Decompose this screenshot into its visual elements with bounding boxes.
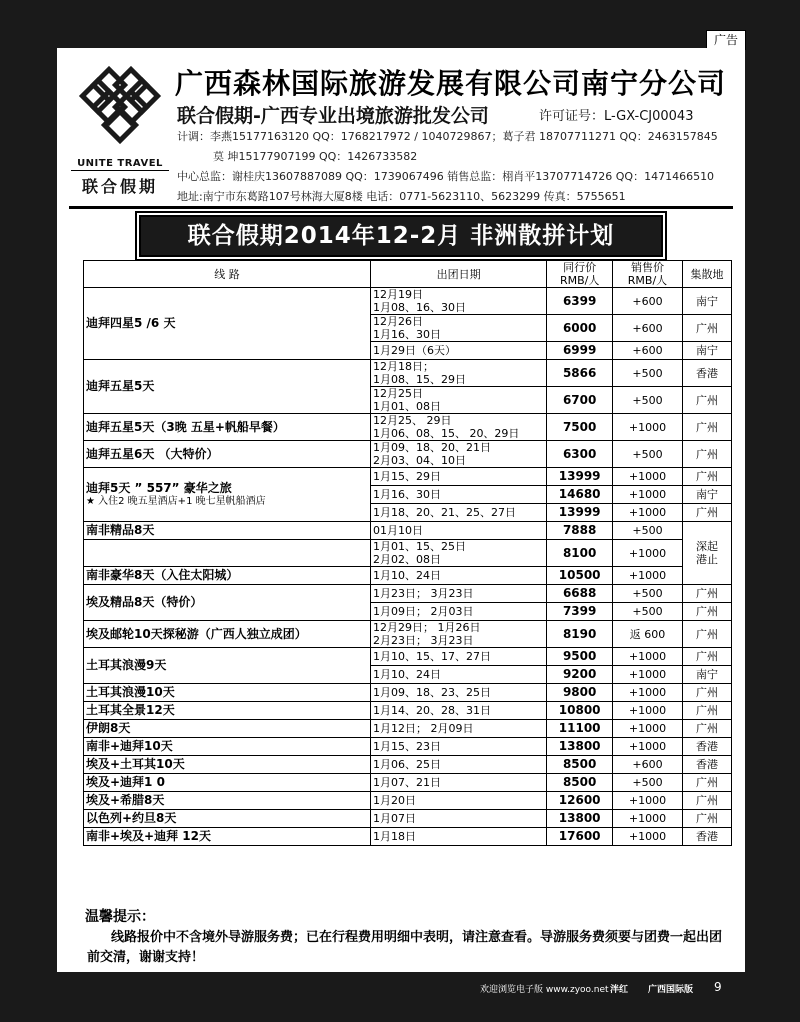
sale-price-cell: +1000 bbox=[613, 414, 683, 441]
peer-price-cell: 8190 bbox=[547, 621, 613, 648]
gather-city-cell: 广州 bbox=[682, 621, 731, 648]
route-cell: 土耳其浪漫10天 bbox=[84, 684, 371, 702]
page-number: 9 bbox=[714, 980, 722, 994]
sale-price-cell: +1000 bbox=[613, 702, 683, 720]
gather-city-cell: 南宁 bbox=[682, 342, 731, 360]
peer-price-cell: 8100 bbox=[547, 540, 613, 567]
date-cell: 1月15、29日 bbox=[370, 468, 546, 486]
header-divider bbox=[69, 206, 733, 209]
sale-price-cell: +1000 bbox=[613, 648, 683, 666]
ad-page bbox=[57, 48, 745, 972]
table-row bbox=[84, 522, 732, 540]
sale-price-cell: +500 bbox=[613, 441, 683, 468]
table-row bbox=[84, 702, 732, 720]
gather-city-cell: 广州 bbox=[682, 387, 731, 414]
sale-price-cell: +500 bbox=[613, 774, 683, 792]
gather-city-cell: 广州 bbox=[682, 684, 731, 702]
sale-price-cell: +500 bbox=[613, 585, 683, 603]
sale-price-cell: +1000 bbox=[613, 810, 683, 828]
date-cell: 12月25日 1月01、08日 bbox=[370, 387, 546, 414]
sale-price-cell: +600 bbox=[613, 342, 683, 360]
sale-price-cell: +1000 bbox=[613, 720, 683, 738]
route-cell: 埃及+迪拜1 0 bbox=[84, 774, 371, 792]
sale-price-cell: +1000 bbox=[613, 540, 683, 567]
gather-city-cell: 南宁 bbox=[682, 666, 731, 684]
footer-brand: 泮红 bbox=[610, 985, 629, 995]
route-cell: 南非精品8天 bbox=[84, 522, 371, 540]
route-cell: 埃及+土耳其10天 bbox=[84, 756, 371, 774]
sale-price-cell: +1000 bbox=[613, 468, 683, 486]
date-cell: 1月29日（6天） bbox=[370, 342, 546, 360]
date-cell: 12月19日 1月08、16、30日 bbox=[370, 288, 546, 315]
table-row bbox=[84, 792, 732, 810]
table-row bbox=[84, 684, 732, 702]
peer-price-cell: 6999 bbox=[547, 342, 613, 360]
peer-price-cell: 14680 bbox=[547, 486, 613, 504]
gather-city-cell: 广州 bbox=[682, 603, 731, 621]
sale-price-cell: +500 bbox=[613, 522, 683, 540]
tips-body: 线路报价中不含境外导游服务费；已在行程费用明细中表明，请注意查看。导游服务费须要与团费一起出团前交清，谢谢支持！ bbox=[87, 930, 723, 965]
route-cell: 南非+迪拜10天 bbox=[84, 738, 371, 756]
gather-city-cell: 广州 bbox=[682, 774, 731, 792]
header-peer-price: 同行价 RMB/人 bbox=[547, 261, 613, 288]
peer-price-cell: 5866 bbox=[547, 360, 613, 387]
sale-price-cell: +1000 bbox=[613, 792, 683, 810]
company-logo bbox=[65, 66, 175, 216]
peer-price-cell: 13999 bbox=[547, 504, 613, 522]
route-cell: 埃及精品8天（特价） bbox=[84, 585, 371, 621]
gather-city-cell: 广州 bbox=[682, 792, 731, 810]
date-cell: 1月07、21日 bbox=[370, 774, 546, 792]
route-cell: 埃及邮轮10天探秘游（广西人独立成团） bbox=[84, 621, 371, 648]
date-cell: 1月20日 bbox=[370, 792, 546, 810]
table-row bbox=[84, 738, 732, 756]
table-row bbox=[84, 567, 732, 585]
gather-city-cell: 广州 bbox=[682, 648, 731, 666]
date-cell: 1月10、24日 bbox=[370, 567, 546, 585]
table-row bbox=[84, 414, 732, 441]
header-gather-city: 集散地 bbox=[682, 261, 731, 288]
route-cell: 迪拜四星5 /6 天 bbox=[84, 288, 371, 360]
date-cell: 1月18日 bbox=[370, 828, 546, 846]
sale-price-cell: +500 bbox=[613, 387, 683, 414]
gather-city-cell: 香港 bbox=[682, 828, 731, 846]
peer-price-cell: 13800 bbox=[547, 738, 613, 756]
route-cell: 伊朗8天 bbox=[84, 720, 371, 738]
peer-price-cell: 8500 bbox=[547, 756, 613, 774]
peer-price-cell: 11100 bbox=[547, 720, 613, 738]
table-row bbox=[84, 828, 732, 846]
table-row bbox=[84, 360, 732, 387]
footer-site: 欢迎浏览电子版 www.zyoo.net bbox=[480, 985, 609, 995]
peer-price-cell: 6700 bbox=[547, 387, 613, 414]
date-cell: 1月09、18、23、25日 bbox=[370, 684, 546, 702]
ad-tag: 广告 bbox=[706, 30, 746, 50]
gather-city-cell: 香港 bbox=[682, 756, 731, 774]
gather-city-cell: 广州 bbox=[682, 414, 731, 441]
date-cell: 01月10日 bbox=[370, 522, 546, 540]
route-cell: 埃及+希腊8天 bbox=[84, 792, 371, 810]
date-cell: 1月14、20、28、31日 bbox=[370, 702, 546, 720]
route-cell: 以色列+约旦8天 bbox=[84, 810, 371, 828]
tips-title: 温馨提示： bbox=[85, 909, 155, 925]
gather-city-cell: 广州 bbox=[682, 504, 731, 522]
sale-price-cell: +500 bbox=[613, 360, 683, 387]
peer-price-cell: 7500 bbox=[547, 414, 613, 441]
peer-price-cell: 9800 bbox=[547, 684, 613, 702]
peer-price-cell: 8500 bbox=[547, 774, 613, 792]
route-cell: 迪拜五星5天 bbox=[84, 360, 371, 414]
gather-city-cell: 广州 bbox=[682, 315, 731, 342]
company-name: 广西森林国际旅游发展有限公司南宁分公司 bbox=[175, 67, 727, 100]
peer-price-cell: 12600 bbox=[547, 792, 613, 810]
sale-price-cell: +1000 bbox=[613, 666, 683, 684]
table-header-row bbox=[84, 261, 732, 288]
sale-price-cell: +500 bbox=[613, 603, 683, 621]
table-row bbox=[84, 648, 732, 666]
peer-price-cell: 6000 bbox=[547, 315, 613, 342]
gather-city-cell: 深起 港止 bbox=[682, 522, 731, 585]
date-cell: 12月26日 1月16、30日 bbox=[370, 315, 546, 342]
sale-price-cell: +1000 bbox=[613, 504, 683, 522]
header-date: 出团日期 bbox=[370, 261, 546, 288]
date-cell: 1月07日 bbox=[370, 810, 546, 828]
gather-city-cell: 香港 bbox=[682, 360, 731, 387]
sale-price-cell: +1000 bbox=[613, 828, 683, 846]
peer-price-cell: 9500 bbox=[547, 648, 613, 666]
peer-price-cell: 9200 bbox=[547, 666, 613, 684]
route-cell: 迪拜五星6天 （大特价） bbox=[84, 441, 371, 468]
sale-price-cell: +1000 bbox=[613, 486, 683, 504]
table-row bbox=[84, 585, 732, 603]
table-row bbox=[84, 540, 732, 567]
date-cell: 12月18日； 1月08、15、29日 bbox=[370, 360, 546, 387]
sale-price-cell: +600 bbox=[613, 756, 683, 774]
table-row bbox=[84, 441, 732, 468]
date-cell: 1月09日； 2月03日 bbox=[370, 603, 546, 621]
license-number: 许可证号：L-GX-CJ00043 bbox=[539, 109, 694, 124]
tour-price-table bbox=[83, 260, 732, 846]
table-row bbox=[84, 288, 732, 315]
route-cell: 土耳其浪漫9天 bbox=[84, 648, 371, 684]
gather-city-cell: 广州 bbox=[682, 702, 731, 720]
gather-city-cell: 广州 bbox=[682, 810, 731, 828]
peer-price-cell: 6300 bbox=[547, 441, 613, 468]
route-cell: 南非豪华8天（入住太阳城） bbox=[84, 567, 371, 585]
peer-price-cell: 6688 bbox=[547, 585, 613, 603]
plan-banner-title: 联合假期2014年12-2月 非洲散拼计划 bbox=[139, 215, 663, 257]
peer-price-cell: 6399 bbox=[547, 288, 613, 315]
date-cell: 1月16、30日 bbox=[370, 486, 546, 504]
route-cell: 迪拜5天 ” 557” 豪华之旅 ★ 入住2 晚五星酒店+1 晚七星帆船酒店 bbox=[84, 468, 371, 522]
table-row bbox=[84, 774, 732, 792]
sale-price-cell: +600 bbox=[613, 288, 683, 315]
table-row bbox=[84, 810, 732, 828]
header-sale-price: 销售价 RMB/人 bbox=[613, 261, 683, 288]
peer-price-cell: 13999 bbox=[547, 468, 613, 486]
date-cell: 12月29日； 1月26日 2月23日； 3月23日 bbox=[370, 621, 546, 648]
peer-price-cell: 13800 bbox=[547, 810, 613, 828]
date-cell: 1月10、15、17、27日 bbox=[370, 648, 546, 666]
company-subtitle: 联合假期-广西专业出境旅游批发公司 bbox=[177, 105, 489, 127]
contact-line-3: 中心总监：谢桂庆13607887089 QQ：1739067496 销售总监：栩肖平13707714726 QQ：1471466510 bbox=[177, 170, 715, 183]
table-row bbox=[84, 621, 732, 648]
contact-line-2: 莫 坤15177907199 QQ：1426733582 bbox=[213, 150, 418, 163]
sale-price-cell: +1000 bbox=[613, 738, 683, 756]
contact-line-1: 计调：李燕15177163120 QQ：1768217972 / 1040729867；葛子君 18707711271 QQ：2463157845 bbox=[177, 130, 718, 143]
knot-logo-icon bbox=[65, 66, 175, 158]
gather-city-cell: 南宁 bbox=[682, 486, 731, 504]
sale-price-cell: +1000 bbox=[613, 684, 683, 702]
gather-city-cell: 广州 bbox=[682, 441, 731, 468]
peer-price-cell: 17600 bbox=[547, 828, 613, 846]
header-route: 线 路 bbox=[84, 261, 371, 288]
date-cell: 1月06、25日 bbox=[370, 756, 546, 774]
date-cell: 1月10、24日 bbox=[370, 666, 546, 684]
logo-english-text: UNITE TRAVEL bbox=[77, 158, 163, 169]
date-cell: 1月15、23日 bbox=[370, 738, 546, 756]
route-cell: 土耳其全景12天 bbox=[84, 702, 371, 720]
gather-city-cell: 广州 bbox=[682, 585, 731, 603]
sale-price-cell: 返 600 bbox=[613, 621, 683, 648]
date-cell: 1月18、20、21、25、27日 bbox=[370, 504, 546, 522]
route-cell bbox=[84, 540, 371, 567]
gather-city-cell: 香港 bbox=[682, 738, 731, 756]
peer-price-cell: 7888 bbox=[547, 522, 613, 540]
route-cell: 南非+埃及+迪拜 12天 bbox=[84, 828, 371, 846]
route-cell: 迪拜五星5天（3晚 五星+帆船早餐） bbox=[84, 414, 371, 441]
contact-line-4: 地址:南宁市东葛路107号林海大厦8楼 电话：0771-5623110、5623299 传真：5755651 bbox=[177, 190, 626, 203]
logo-chinese-text: 联合假期 bbox=[81, 177, 158, 196]
peer-price-cell: 7399 bbox=[547, 603, 613, 621]
date-cell: 1月23日； 3月23日 bbox=[370, 585, 546, 603]
date-cell: 12月25、 29日 1月06、08、15、 20、29日 bbox=[370, 414, 546, 441]
footer-section: 广西国际版 bbox=[648, 985, 694, 995]
peer-price-cell: 10800 bbox=[547, 702, 613, 720]
date-cell: 1月09、18、20、21日 2月03、04、10日 bbox=[370, 441, 546, 468]
sale-price-cell: +600 bbox=[613, 315, 683, 342]
table-row bbox=[84, 468, 732, 486]
sale-price-cell: +1000 bbox=[613, 567, 683, 585]
gather-city-cell: 广州 bbox=[682, 720, 731, 738]
date-cell: 1月12日； 2月09日 bbox=[370, 720, 546, 738]
gather-city-cell: 广州 bbox=[682, 468, 731, 486]
peer-price-cell: 10500 bbox=[547, 567, 613, 585]
gather-city-cell: 南宁 bbox=[682, 288, 731, 315]
table-row bbox=[84, 720, 732, 738]
date-cell: 1月01、15、25日 2月02、08日 bbox=[370, 540, 546, 567]
table-row bbox=[84, 756, 732, 774]
